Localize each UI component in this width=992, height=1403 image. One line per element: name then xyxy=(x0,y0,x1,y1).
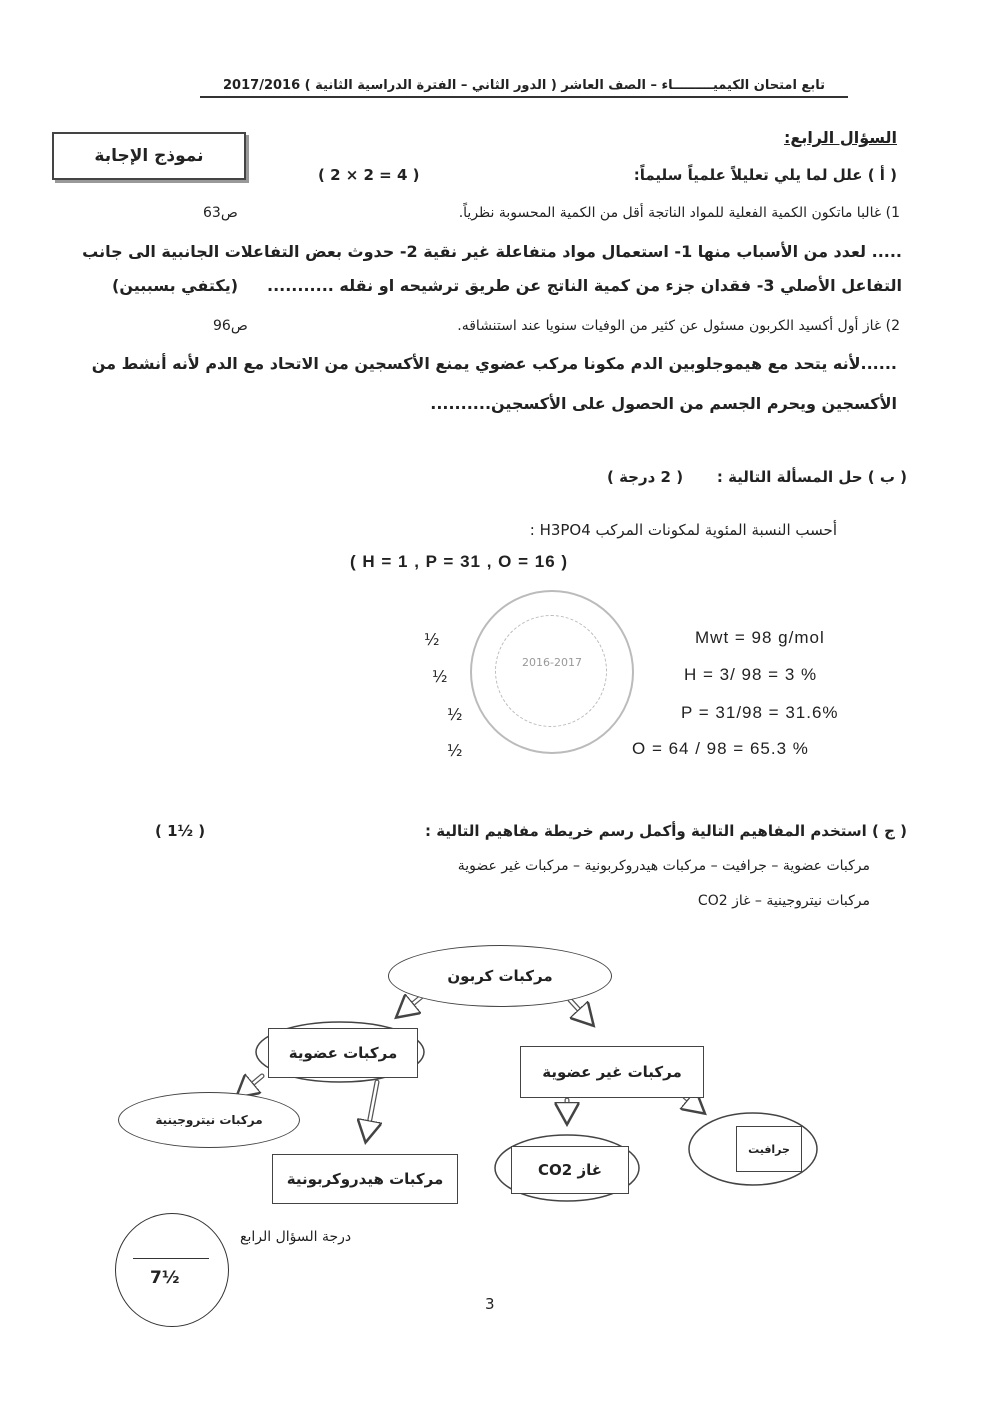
part-b-marks: ( 2 درجة ) xyxy=(607,468,684,486)
concepts-line1: مركبات عضوية – جرافيت – مركبات هيدروكربونية – مركبات غير عضوية xyxy=(457,858,870,874)
part-c-marks: ( 1½ ) xyxy=(155,822,206,840)
item2-question: 2) غاز أول أكسيد الكربون مسئول عن كثير من الوفيات سنويا عند استنشاقه. xyxy=(457,318,900,334)
calc-row-3: P = 31/98 = 31.6% xyxy=(681,703,839,722)
concepts-line2: مركبات نيتروجينية – غاز CO2 xyxy=(697,893,870,909)
map-node-organic: مركبات عضوية xyxy=(268,1028,418,1078)
item1-question: 1) غالبا ماتكون الكمية الفعلية للمواد الناتجة أقل من الكمية المحسوبة نظرياً. xyxy=(458,205,900,221)
mark-row-3: ½ xyxy=(447,705,463,724)
mark-row-2: ½ xyxy=(432,667,448,686)
item1-answer-line1: ..... لعدد من الأسباب منها 1- استعمال مواد متفاعلة غير نقية 2- حدوث بعض التفاعلات الجانبية الى جانب xyxy=(82,242,902,261)
calc-row-1: Mwt = 98 g/mol xyxy=(695,628,825,647)
seal-year: 2016-2017 xyxy=(522,656,582,669)
part-b-heading: ( ب ) حل المسألة التالية : xyxy=(716,468,907,486)
item2-answer-line1: ......لأنه يتحد مع هيموجلوبين الدم مكونا مركب عضوي يمنع الأكسجين من الاتحاد مع الدم لأنه أنشط من xyxy=(91,354,897,373)
calc-row-4: O = 64 / 98 = 65.3 % xyxy=(632,739,809,758)
item2-answer-line2: الأكسجين ويحرم الجسم من الحصول على الأكسجين.......... xyxy=(430,394,897,413)
calc-row-2: H = 3/ 98 = 3 % xyxy=(684,665,818,684)
part-a-marks: ( 2 × 2 = 4 ) xyxy=(318,166,420,184)
score-value: 7½ xyxy=(150,1268,180,1288)
part-c-heading: ( ج ) استخدم المفاهيم التالية وأكمل رسم خريطة مفاهيم التالية : xyxy=(424,822,907,840)
answer-key-badge: نموذج الإجابة xyxy=(52,132,246,180)
page-number: 3 xyxy=(485,1295,495,1313)
item1-page-ref: ص63 xyxy=(203,205,238,221)
exam-header: تابع امتحان الكيميـــــــــاء – الصف العاشر ( الدور الثاني – الفترة الدراسية الثانية ) 2017/2016 xyxy=(200,78,848,98)
score-label: درجة السؤال الرابع xyxy=(240,1229,352,1245)
item1-answer-line2: التفاعل الأصلي 3- فقدان جزء من كمية الناتج عن طريق ترشيحه او نقله ........... xyxy=(266,276,902,295)
map-node-co2: غاز CO2 xyxy=(511,1146,629,1194)
mark-row-4: ½ xyxy=(447,741,463,760)
map-node-inorganic: مركبات غير عضوية xyxy=(520,1046,704,1098)
question-title: السؤال الرابع: xyxy=(783,128,897,147)
part-b-prompt: أحسب النسبة المئوية لمكونات المركب H3PO4 : xyxy=(529,521,837,539)
score-divider xyxy=(133,1258,209,1259)
part-a-heading: ( أ ) علل لما يلي تعليلاً علمياً سليماً: xyxy=(633,166,897,184)
map-node-nitrogen: مركبات نيتروجينية xyxy=(118,1092,300,1148)
map-node-carbon-compounds: مركبات كربون xyxy=(388,945,612,1007)
map-node-graphite: جرافيت xyxy=(736,1126,802,1172)
map-node-hydrocarbon: مركبات هيدروكربونية xyxy=(272,1154,458,1204)
item2-page-ref: ص96 xyxy=(213,318,248,334)
mark-row-1: ½ xyxy=(424,630,440,649)
item1-note: (يكتفي بسببين) xyxy=(112,276,239,295)
atomic-masses: ( H = 1 , P = 31 , O = 16 ) xyxy=(350,552,569,571)
